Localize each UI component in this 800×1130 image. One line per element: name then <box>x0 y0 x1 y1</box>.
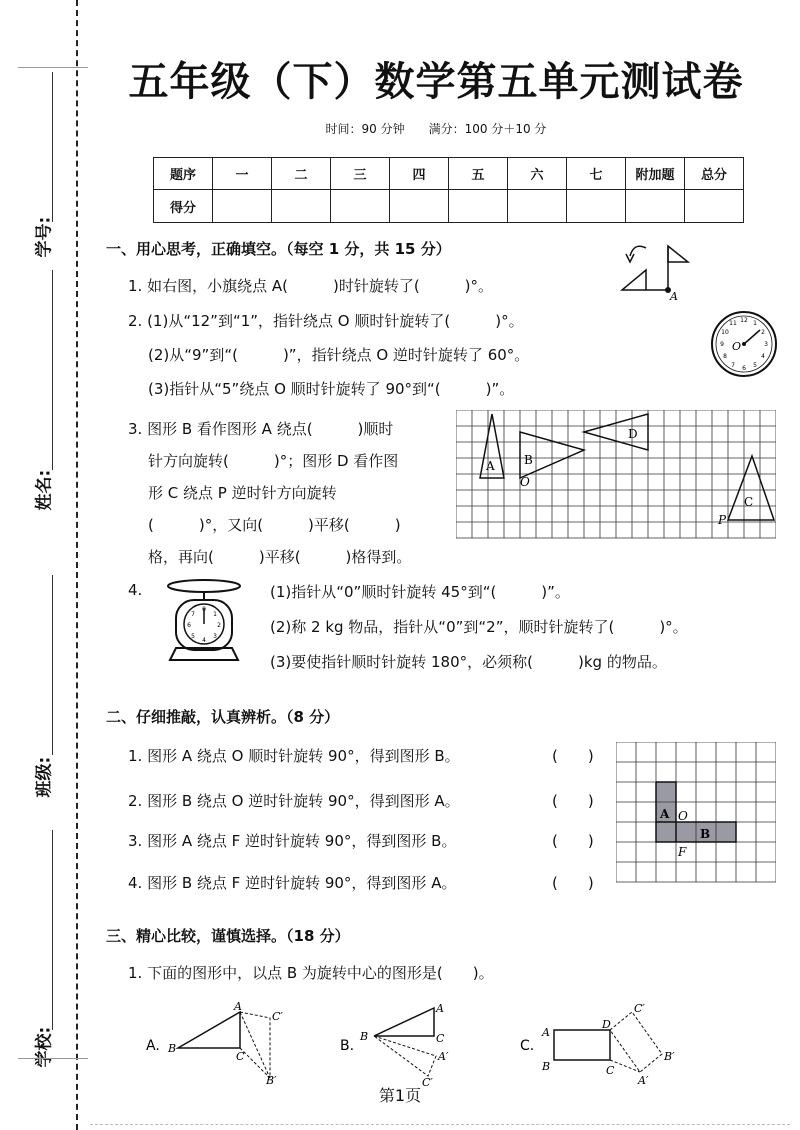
question-1-2-1: 2. (1)从“12”到“1”，指针绕点 O 顺时针旋转了( )°。 <box>128 312 524 330</box>
question-1-3 <box>128 413 448 573</box>
svg-text:10: 10 <box>721 329 729 336</box>
svg-text:9: 9 <box>720 341 724 348</box>
bottom-rule <box>90 1124 790 1125</box>
table-cell: 附加题 <box>626 158 685 190</box>
section-1-title: 一、用心思考，正确填空。（每空 1 分，共 15 分） <box>106 240 451 258</box>
table-cell: 六 <box>508 158 567 190</box>
score-input-cell[interactable] <box>685 190 744 223</box>
svg-text:5: 5 <box>753 362 757 369</box>
point-label: D <box>602 1018 611 1031</box>
point-label: A′ <box>638 1074 649 1086</box>
point-label: C′ <box>422 1076 433 1086</box>
scale-number: 5 <box>191 633 195 640</box>
point-label: B <box>542 1060 551 1073</box>
scale-number: 0 <box>202 606 206 613</box>
answer-bracket[interactable]: ( ) <box>552 792 594 810</box>
option-b-figure <box>338 1000 468 1086</box>
shape-label-b: B <box>700 827 711 841</box>
score-input-cell[interactable] <box>508 190 567 223</box>
option-a-label: A. <box>146 1038 160 1054</box>
table-cell: 五 <box>449 158 508 190</box>
exam-time-score: 时间：90 分钟 满分：100 分＋10 分 <box>325 122 547 136</box>
question-1-3-line: 形 C 绕点 P 逆时针方向旋转 <box>148 484 337 502</box>
score-input-cell[interactable] <box>390 190 449 223</box>
section-3-title: 三、精心比较，谨慎选择。（18 分） <box>106 927 350 945</box>
score-input-cell[interactable] <box>331 190 390 223</box>
question-1-3-line: ( )°，又向( )平移( ) <box>148 516 401 534</box>
table-cell: 七 <box>567 158 626 190</box>
table-cell: 二 <box>272 158 331 190</box>
option-c-figure <box>520 1000 700 1086</box>
point-label: A <box>436 1002 444 1015</box>
student-id-write-line <box>52 72 53 222</box>
shape-label-d: D <box>628 427 638 441</box>
clock-figure <box>708 308 780 380</box>
option-c-label: C. <box>520 1038 535 1054</box>
svg-text:11: 11 <box>729 320 737 327</box>
point-label-f: F <box>678 845 687 859</box>
shape-label-c: C <box>744 495 754 509</box>
shape-label-a: A <box>486 459 495 473</box>
point-label: C <box>606 1064 615 1077</box>
point-label: C <box>436 1032 445 1045</box>
question-1-3-line: 3. 图形 B 看作图形 A 绕点( )顺时 <box>128 420 394 438</box>
student-id-label: 学号: <box>34 216 55 258</box>
judge-item: 4. 图形 B 绕点 F 逆时针旋转 90°，得到图形 A。 <box>128 874 457 892</box>
shape-label-b: B <box>524 453 533 467</box>
question-1-1: 1. 如右图，小旗绕点 A( )时针旋转了( )°。 <box>128 277 494 295</box>
clock-center-label: O <box>732 340 742 353</box>
score-input-cell[interactable] <box>272 190 331 223</box>
option-a-figure <box>142 1000 302 1086</box>
score-input-cell[interactable] <box>449 190 508 223</box>
scale-number: 6 <box>187 622 191 629</box>
point-label: A <box>542 1026 550 1039</box>
point-label: B <box>168 1042 177 1055</box>
point-label: A <box>670 290 678 302</box>
margin-rule <box>18 1058 88 1059</box>
answer-bracket[interactable]: ( ) <box>552 832 594 850</box>
rotation-grid-figure-2 <box>616 742 776 884</box>
svg-text:2: 2 <box>761 329 765 336</box>
question-1-2-3: (3)指针从“5”绕点 O 顺时针旋转了 90°到“( )”。 <box>148 380 515 398</box>
svg-text:6: 6 <box>742 365 746 372</box>
scale-number: 2 <box>217 622 221 629</box>
question-1-2-2: (2)从“9”到“( )”，指针绕点 O 逆时针旋转了 60°。 <box>148 346 530 364</box>
score-table <box>153 157 744 223</box>
svg-text:1: 1 <box>753 320 757 327</box>
table-cell: 得分 <box>154 190 213 223</box>
answer-bracket[interactable]: ( ) <box>552 874 594 892</box>
svg-text:12: 12 <box>740 317 748 324</box>
option-b-label: B. <box>340 1038 355 1054</box>
svg-text:3: 3 <box>764 341 768 348</box>
scale-number: 1 <box>213 611 217 618</box>
point-label-p: P <box>718 513 727 527</box>
point-label: C <box>236 1050 245 1063</box>
table-cell: 一 <box>213 158 272 190</box>
question-1-3-line: 针方向旋转( )°；图形 D 看作图 <box>148 452 399 470</box>
score-input-cell[interactable] <box>626 190 685 223</box>
question-1-4-3: (3)要使指针顺时针旋转 180°，必须称( )kg 的物品。 <box>270 653 667 671</box>
margin-rule <box>18 67 88 68</box>
judge-item: 3. 图形 A 绕点 F 逆时针旋转 90°，得到图形 B。 <box>128 832 457 850</box>
point-label-o: O <box>678 809 688 823</box>
answer-bracket[interactable]: ( ) <box>552 747 594 765</box>
shape-label-a: A <box>660 807 670 821</box>
svg-text:7: 7 <box>731 362 735 369</box>
binding-dashed-line <box>76 0 78 1130</box>
svg-text:8: 8 <box>723 353 727 360</box>
question-1-4-1: (1)指针从“0”顺时针旋转 45°到“( )”。 <box>270 583 570 601</box>
scale-number: 4 <box>202 637 206 644</box>
point-label: C′ <box>272 1010 283 1023</box>
question-3-1: 1. 下面的图形中，以点 B 为旋转中心的图形是( )。 <box>128 964 494 982</box>
table-cell: 四 <box>390 158 449 190</box>
name-label: 姓名: <box>34 469 55 511</box>
score-table-score-row <box>154 190 744 223</box>
school-write-line <box>52 830 53 1030</box>
section-2-title: 二、仔细推敲，认真辨析。（8 分） <box>106 708 340 726</box>
page-number: 第1页 <box>378 1086 422 1105</box>
question-1-3-line: 格，再向( )平移( )格得到。 <box>148 548 412 566</box>
name-write-line <box>52 270 53 470</box>
scale-number: 3 <box>213 633 217 640</box>
point-label: B′ <box>664 1050 675 1063</box>
judge-item: 1. 图形 A 绕点 O 顺时针旋转 90°，得到图形 B。 <box>128 747 460 765</box>
school-label: 学校: <box>34 1026 55 1068</box>
table-cell: 三 <box>331 158 390 190</box>
point-label: A′ <box>438 1050 449 1063</box>
point-label: C′ <box>634 1002 645 1015</box>
table-cell: 题序 <box>154 158 213 190</box>
score-input-cell[interactable] <box>567 190 626 223</box>
judge-item: 2. 图形 B 绕点 O 逆时针旋转 90°，得到图形 A。 <box>128 792 460 810</box>
score-table-header-row <box>154 158 744 190</box>
question-1-4-number: 4. <box>128 581 143 599</box>
rotation-grid-figure <box>456 410 776 540</box>
scale-figure <box>162 576 242 662</box>
flag-rotation-figure <box>612 236 698 302</box>
score-input-cell[interactable] <box>213 190 272 223</box>
point-label: B <box>360 1030 369 1043</box>
exam-title: 五年级（下）数学第五单元测试卷 <box>128 59 744 105</box>
class-label: 班级: <box>34 756 55 798</box>
class-write-line <box>52 575 53 755</box>
question-1-4-2: (2)称 2 kg 物品，指针从“0”到“2”，顺时针旋转了( )°。 <box>270 618 688 636</box>
scale-number: 7 <box>191 611 195 618</box>
point-label: A <box>234 1000 242 1013</box>
point-label: B′ <box>266 1074 277 1086</box>
table-cell: 总分 <box>685 158 744 190</box>
point-label-o: O <box>520 475 530 489</box>
svg-text:4: 4 <box>761 353 765 360</box>
